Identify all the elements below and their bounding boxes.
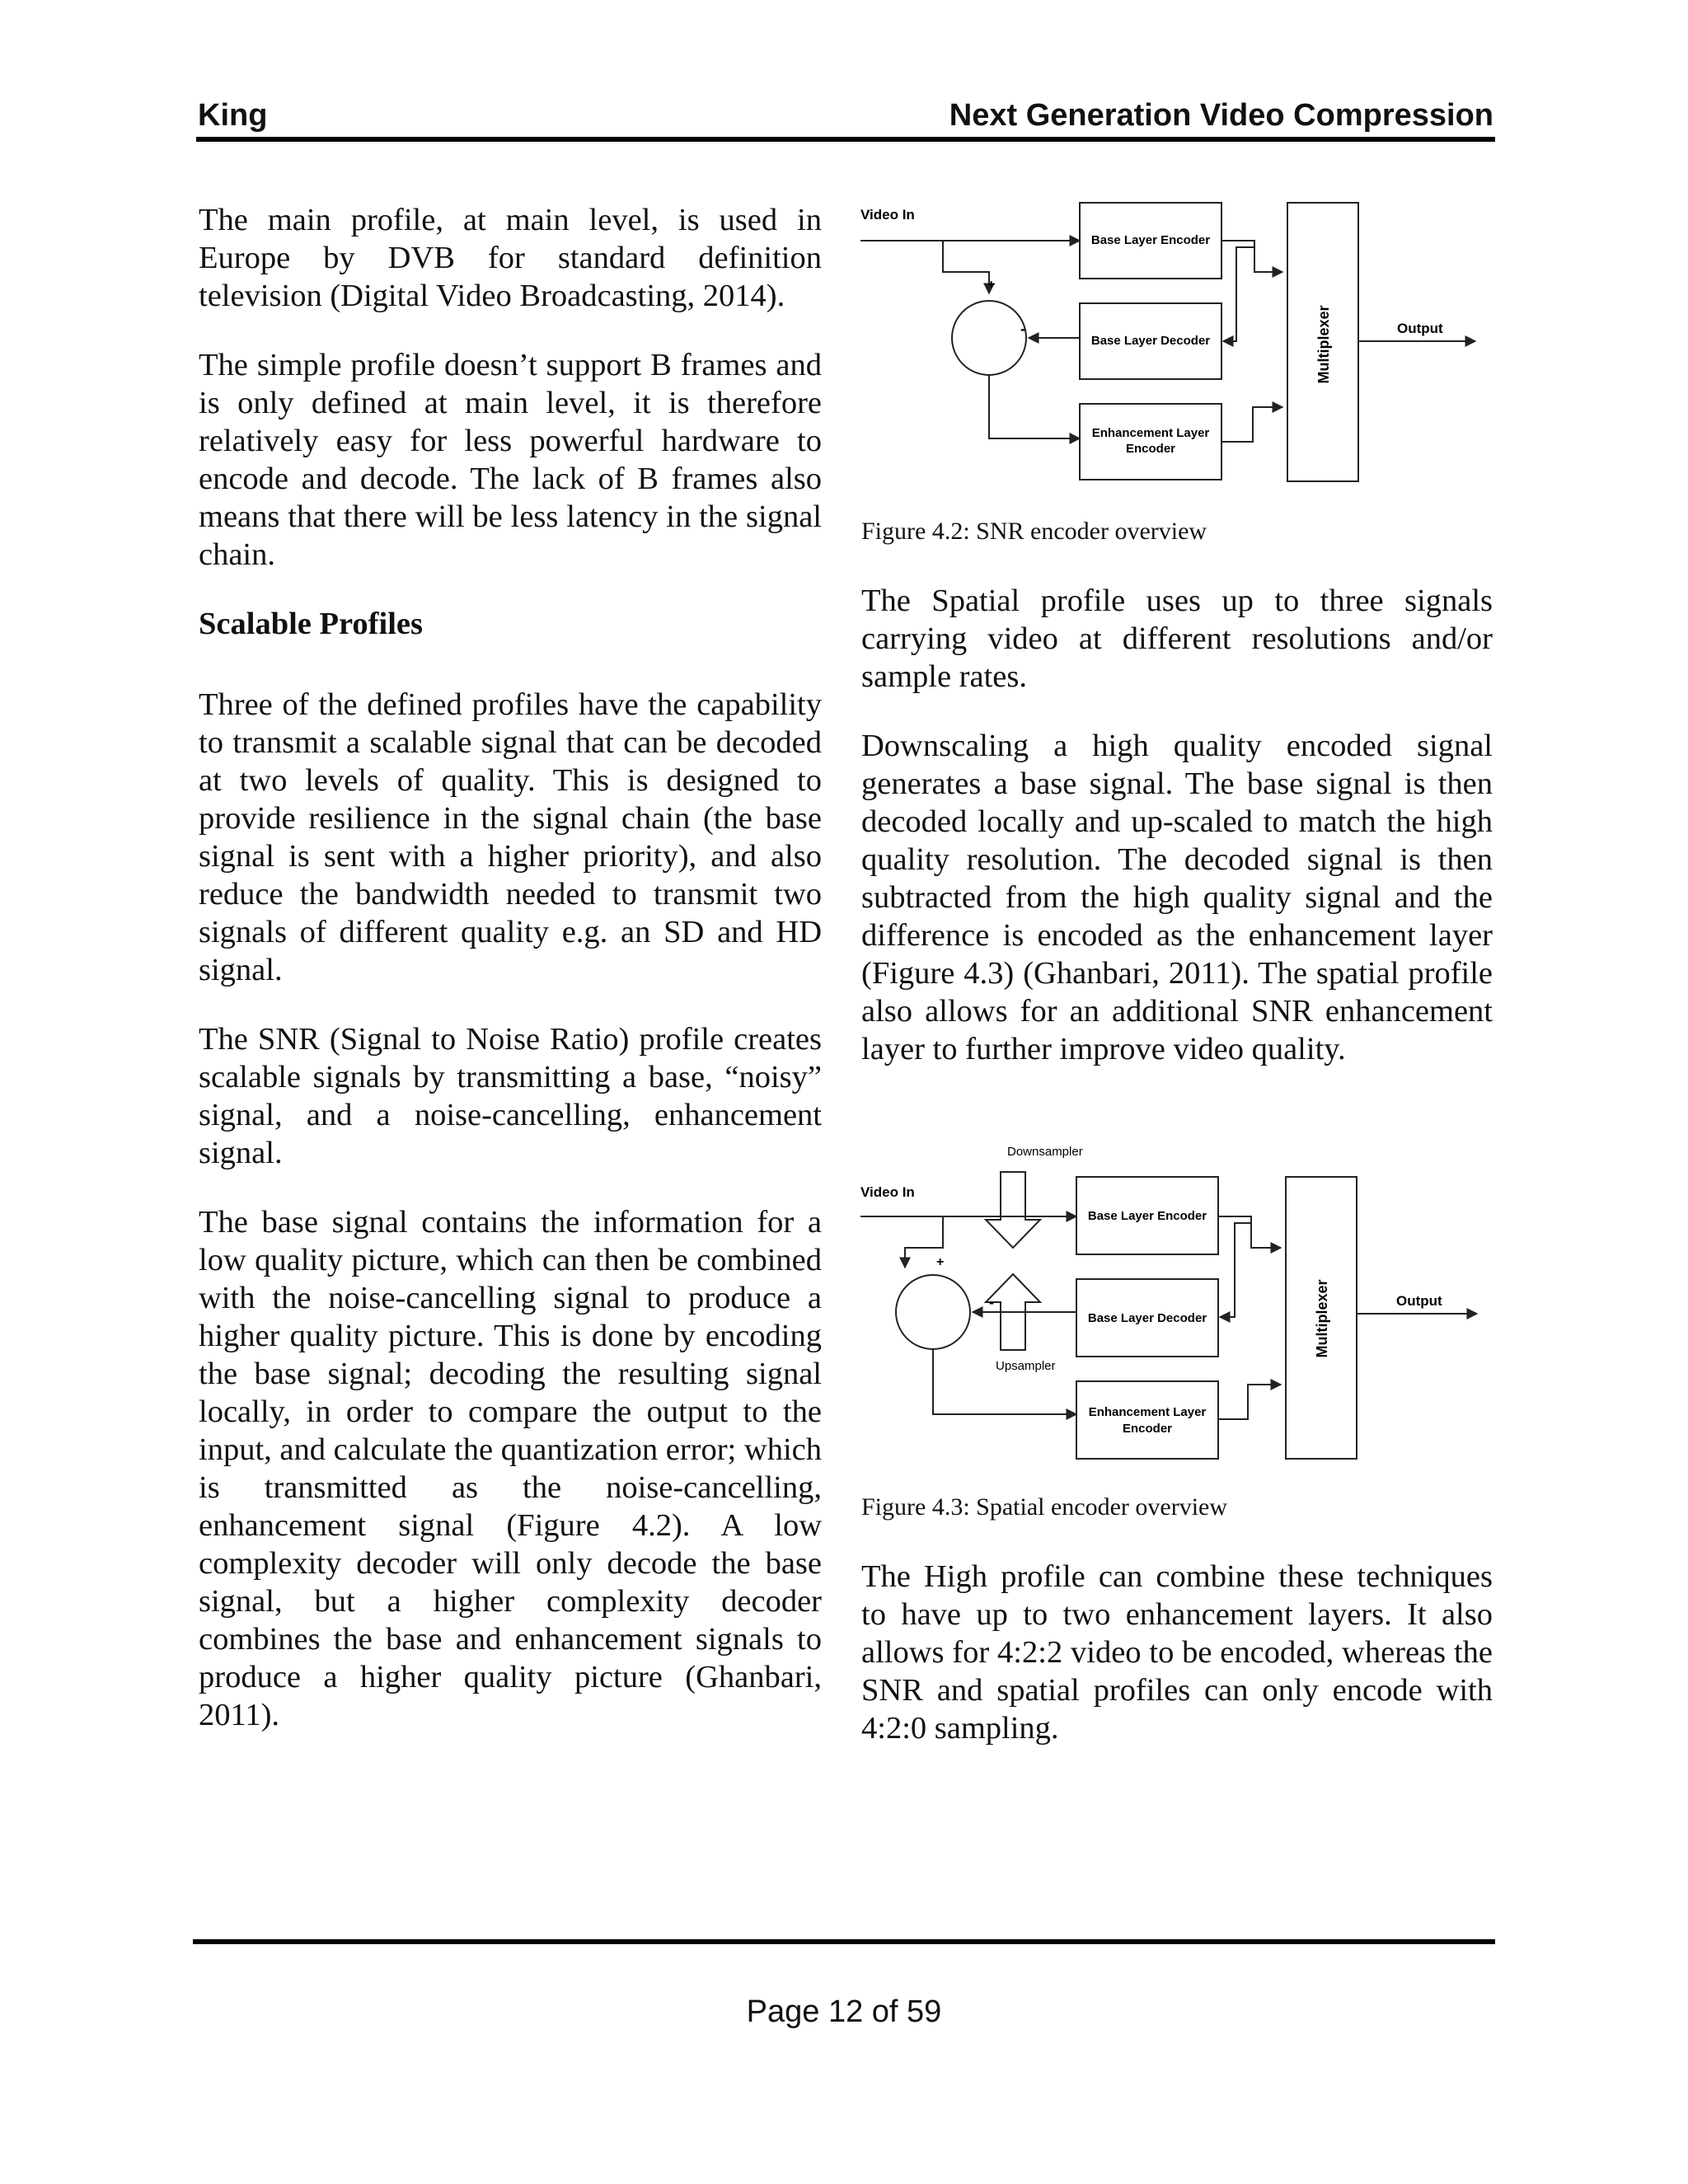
downsampler-arrow-icon [986,1172,1040,1248]
right-column-bottom [861,1558,1493,1779]
header-title: Next Generation Video Compression [949,98,1493,133]
enhancement-encoder-label-line1: Enhancement Layer [1091,426,1210,440]
header-rule [196,137,1495,142]
plus-sign: + [936,1255,945,1269]
paragraph-snr: The SNR (Signal to Noise Ratio) profile creates scalable signals by transmitting a base, “noisy” signal, and a noise-cancelling, enhancement signal. [199,1022,822,1170]
plus-sign: + [987,278,996,292]
paragraph-base-signal: The base signal contains the information for a low quality picture, which can then be combined with the noise-cancelling signal to produce a higher quality picture. This is done by encoding the base signal; decoding the resulting signal locally, in order to compare the output to the input, and calculate the quantization error; which is transmitted as the noise-cancelling, enhancement signal (Figure 4.2). A low complexity decoder will only decode the base signal, but a higher complexity decoder combines the base and enhancement signals to produce a higher quality picture (Ghanbari, 2011). [199,1205,822,1732]
header-author: King [198,98,268,133]
figure-snr-encoder [857,196,1500,493]
base-layer-encoder-label: Base Layer Encoder [1087,1209,1207,1223]
downsampler-label: Downsampler [1007,1145,1083,1159]
enhancement-encoder-label-line2: Encoder [1122,1422,1173,1436]
base-layer-encoder-label: Base Layer Encoder [1090,233,1211,247]
minus-sign: - [989,1294,994,1310]
enhancement-encoder-label-line1: Enhancement Layer [1088,1405,1207,1419]
base-layer-decoder-label: Base Layer Decoder [1087,1311,1207,1325]
section-heading: Scalable Profiles [199,607,423,641]
right-column-top [861,582,1493,1099]
enhancement-layer-encoder-box [1076,1381,1218,1459]
paragraph-high-profile: The High profile can combine these techniques to have up to two enhancement layers. It also allows for 4:2:2 video to be encoded, whereas the SNR and spatial profiles can only encode with 4:2:0 sampling. [861,1559,1493,1746]
footer-rule [193,1939,1495,1944]
subtractor-node [952,301,1026,375]
paragraph-main-profile: The main profile, at main level, is used in Europe by DVB for standard definition television (Digital Video Broadcasting, 2014). [199,203,822,313]
minus-sign: - [1020,321,1025,337]
subtractor-node [896,1275,970,1349]
paragraph-downscaling: Downscaling a high quality encoded signal generates a base signal. The base signal is then decoded locally and up-scaled to match the high quality resolution. The decoded signal is then subtracted from the high quality signal and the difference is encoded as the enhancement layer (Figure 4.3) (Ghanbari, 2011). The spatial profile also allows for an additional SNR enhancement layer to further improve video quality. [861,729,1493,1066]
paragraph-spatial-profile: The Spatial profile uses up to three signals carrying video at different resolutions and/or sample rates. [861,583,1493,694]
base-layer-decoder-label: Base Layer Decoder [1090,334,1211,348]
page-number: Page 12 of 59 [746,1994,942,2029]
figure-4-3-caption: Figure 4.3: Spatial encoder overview [861,1493,1228,1521]
figure-4-2-caption: Figure 4.2: SNR encoder overview [861,518,1207,545]
video-in-label: Video In [860,207,915,223]
output-label: Output [1397,321,1443,336]
paragraph-scalable: Three of the defined profiles have the capability to transmit a scalable signal that can be decoded at two levels of quality. This is designed to provide resilience in the signal chain (the base signal is sent with a higher priority), and also reduce the bandwidth needed to transmit two signals of different quality e.g. an SD and HD signal. [199,687,822,987]
video-in-label: Video In [860,1184,915,1200]
output-label: Output [1396,1293,1442,1309]
multiplexer-label: Multiplexer [1314,1279,1330,1358]
paragraph-simple-profile: The simple profile doesn’t support B frames and is only defined at main level, it is therefore relatively easy for less powerful hardware to encode and decode. The lack of B frames also means that there will be less latency in the signal chain. [199,348,822,572]
enhancement-encoder-label-line2: Encoder [1125,442,1176,456]
figure-spatial-encoder [857,1137,1500,1467]
upsampler-label: Upsampler [996,1359,1056,1373]
multiplexer-label: Multiplexer [1315,305,1332,384]
left-column [199,201,822,1765]
